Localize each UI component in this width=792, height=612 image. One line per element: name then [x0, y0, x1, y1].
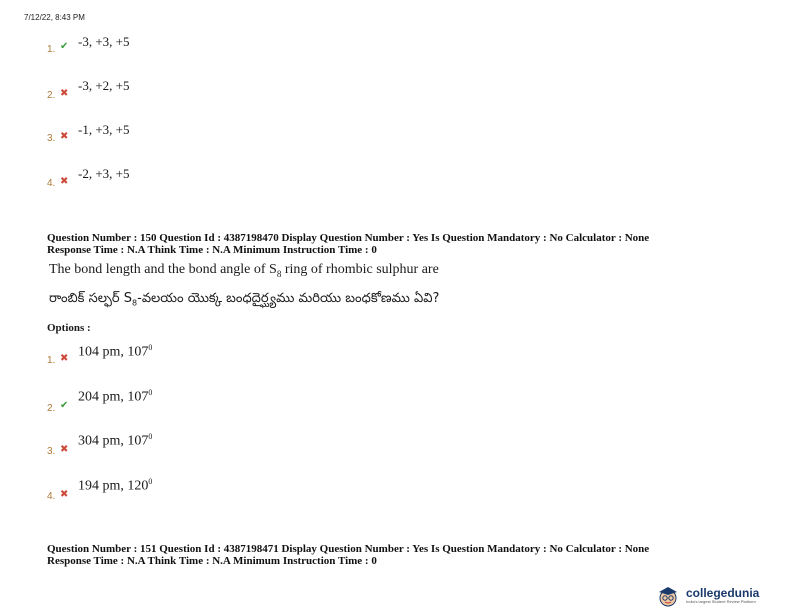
logo-text-block — [686, 587, 759, 605]
option-number: 2. — [47, 403, 56, 414]
option-text: -1, +3, +5 — [78, 122, 130, 137]
option-text: 104 pm, $107^0$ — [78, 343, 153, 360]
option-text: 194 pm, $120^0$ — [78, 477, 153, 494]
options-label: Options : — [47, 322, 91, 334]
question-text-english — [49, 262, 439, 279]
option-number: 4. — [47, 491, 56, 502]
option-text: 304 pm, $107^0$ — [78, 432, 153, 449]
subscript: 8 — [132, 298, 138, 308]
correct-check-icon: ✔ — [60, 400, 69, 411]
logo-name: collegedunia — [686, 586, 760, 600]
option-text: -2, +3, +5 — [78, 166, 130, 181]
meta-line-1: Question Number : 150 Question Id : 4387198470 Display Question Number : Yes Is Question Mandatory : No Calculator : None — [47, 232, 650, 244]
wrong-cross-icon: ✖ — [60, 489, 69, 500]
wrong-cross-icon: ✖ — [60, 176, 69, 187]
option-number: 3. — [47, 446, 56, 457]
subscript: 8 — [276, 268, 282, 279]
question-text-part: ring of rhombic sulphur are — [281, 262, 439, 277]
wrong-cross-icon: ✖ — [60, 131, 69, 142]
correct-check-icon: ✔ — [60, 41, 69, 52]
option-number: 3. — [47, 133, 56, 144]
question-text-part: The bond length and the bond angle of S — [49, 262, 277, 277]
option-number: 1. — [47, 44, 56, 55]
print-timestamp: 7/12/22, 8:43 PM — [24, 13, 85, 22]
option-text: -3, +3, +5 — [78, 34, 130, 49]
collegedunia-logo — [653, 585, 759, 607]
option-text: 204 pm, $107^0$ — [78, 388, 153, 405]
meta-line-1: Question Number : 151 Question Id : 4387198471 Display Question Number : Yes Is Question Mandatory : No Calculator : None — [47, 543, 650, 555]
meta-line-2: Response Time : N.A Think Time : N.A Minimum Instruction Time : 0 — [47, 555, 377, 567]
mascot-icon — [653, 585, 683, 607]
question-text-part: -వలయం యొక్క బంధదైర్ఘ్యము మరియు బంధకోణము ఏవి? — [137, 291, 440, 306]
option-number: 4. — [47, 178, 56, 189]
question-151-meta — [47, 543, 649, 567]
logo-tagline: India's largest Student Review Platform — [686, 599, 756, 604]
question-text-telugu — [49, 291, 439, 309]
option-text: -3, +2, +5 — [78, 78, 130, 93]
wrong-cross-icon: ✖ — [60, 444, 69, 455]
option-number: 1. — [47, 355, 56, 366]
meta-line-2: Response Time : N.A Think Time : N.A Minimum Instruction Time : 0 — [47, 244, 377, 256]
question-text-part: రాంబిక్ సల్ఫర్ S — [49, 291, 133, 306]
question-150-meta — [47, 232, 649, 256]
wrong-cross-icon: ✖ — [60, 353, 69, 364]
wrong-cross-icon: ✖ — [60, 88, 69, 99]
option-number: 2. — [47, 90, 56, 101]
